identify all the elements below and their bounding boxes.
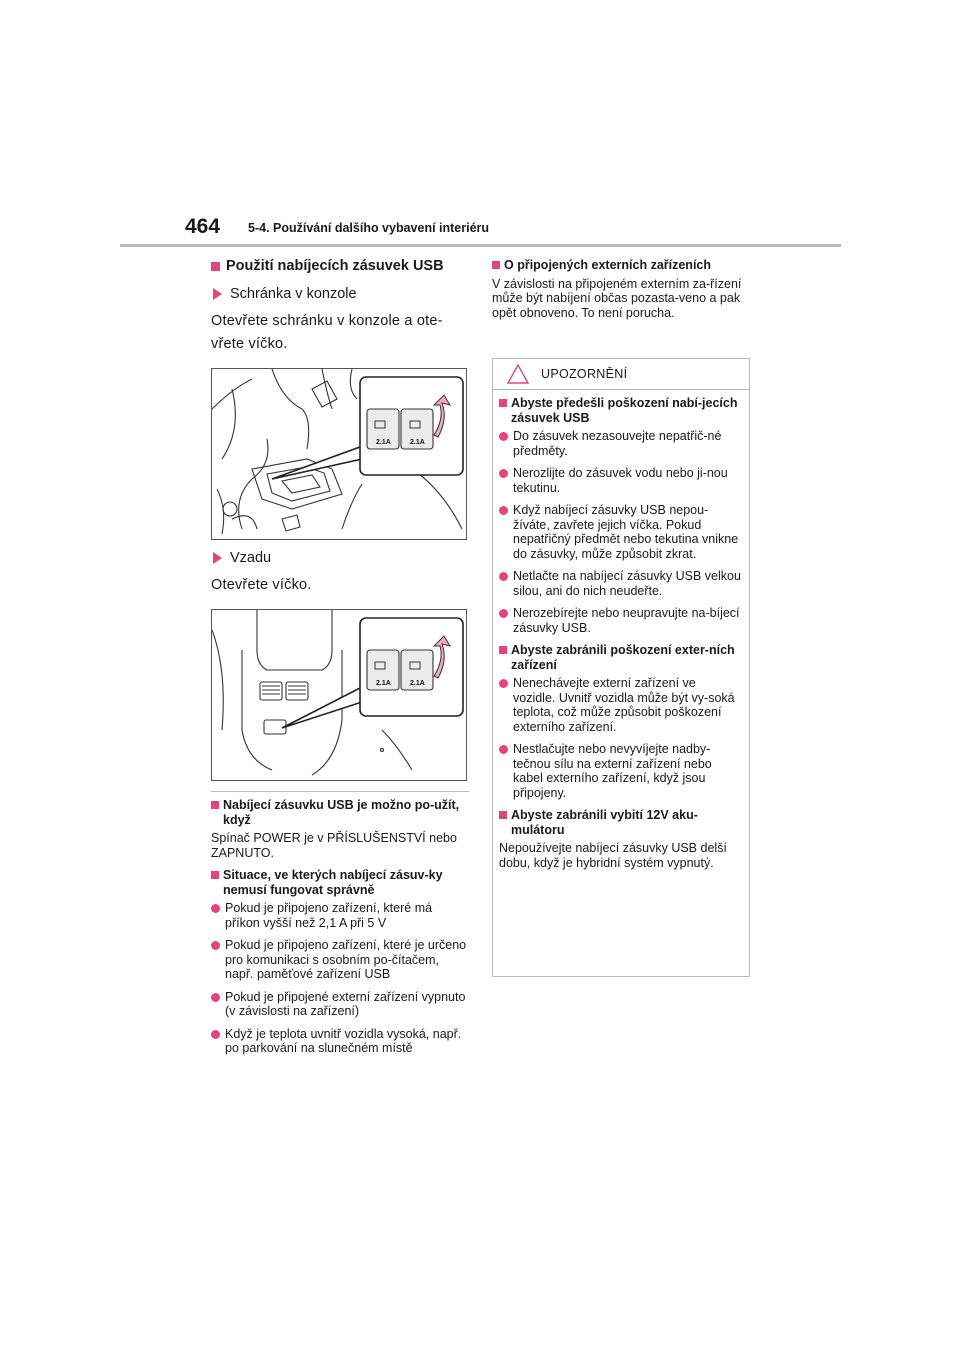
usb-label-1: 2.1A xyxy=(376,439,391,446)
square-bullet-icon xyxy=(499,646,507,654)
main-heading: Použití nabíjecích zásuvek USB xyxy=(211,258,469,274)
caution-box xyxy=(492,358,750,977)
square-bullet-icon xyxy=(499,399,507,407)
square-bullet-icon xyxy=(211,801,219,809)
header-rule xyxy=(120,244,841,247)
caution-heading-external: Abyste zabránili poškození exter-ních zařízení xyxy=(499,643,741,672)
right-column xyxy=(492,258,750,328)
triangle-bullet-icon xyxy=(213,552,222,564)
caution-heading-battery: Abyste zabránili vybití 12V aku-mulátoru xyxy=(499,808,741,837)
figure-rear-usb xyxy=(211,609,467,781)
caution-header xyxy=(493,359,749,390)
round-bullet-icon xyxy=(499,432,508,441)
list-item: Netlačte na nabíjecí zásuvky USB velkou silou, ani do nich neudeřte. xyxy=(499,569,741,598)
caution-text-battery: Nepoužívejte nabíjecí zásuvky USB delší dobu, když je hybridní systém vypnutý. xyxy=(499,841,727,870)
list-item: Pokud je připojeno zařízení, které má příkon vyšší než 2,1 A při 5 V xyxy=(211,901,469,930)
list-item: Když je teplota uvnitř vozidla vysoká, např. po parkování na slunečném místě xyxy=(211,1027,469,1056)
list-item: Pokud je připojené externí zařízení vypnuto (v závislosti na zařízení) xyxy=(211,990,469,1019)
heading-external-devices: O připojených externích zařízeních xyxy=(492,258,750,273)
instruction-console: Otevřete schránku v konzole a ote-vřete víčko. xyxy=(211,313,443,352)
round-bullet-icon xyxy=(499,679,508,688)
round-bullet-icon xyxy=(211,904,220,913)
list-item: Když nabíjecí zásuvky USB nepou-žíváte, zavřete jejich víčka. Pokud nepatřičný předmět nebo tekutina vnikne do zásuvky, může způsobit zkrat. xyxy=(499,503,741,561)
text-external-devices: V závislosti na připojeném externím za-řízení může být nabíjení občas pozasta-veno a pak opět obnoveno. To není porucha. xyxy=(492,276,742,320)
subheading-console: Schránka v konzole xyxy=(211,286,469,302)
list-item: Do zásuvek nezasouvejte nepatřič-né předměty. xyxy=(499,429,741,458)
warning-triangle-icon xyxy=(507,364,529,384)
text-use: Spínač POWER je v PŘÍSLUŠENSTVÍ nebo ZAPNUTO. xyxy=(211,831,457,860)
round-bullet-icon xyxy=(499,745,508,754)
round-bullet-icon xyxy=(499,609,508,618)
instruction-rear: Otevřete víčko. xyxy=(211,577,312,593)
list-item: Nerozebírejte nebo neupravujte na-bíjecí zásuvky USB. xyxy=(499,606,741,635)
round-bullet-icon xyxy=(211,941,220,950)
list-item: Pokud je připojeno zařízení, které je určeno pro komunikaci s osobním po-čítačem, např. paměťové zařízení USB xyxy=(211,938,469,982)
round-bullet-icon xyxy=(499,572,508,581)
left-column xyxy=(211,258,469,1064)
square-bullet-icon xyxy=(211,871,219,879)
rear-illustration xyxy=(212,610,467,781)
square-bullet-icon xyxy=(492,261,500,269)
usb-label-3: 2.1A xyxy=(376,680,391,687)
subheading-rear: Vzadu xyxy=(211,550,469,566)
square-bullet-icon xyxy=(211,262,220,271)
divider xyxy=(211,791,469,792)
usb-label-2: 2.1A xyxy=(410,439,425,446)
list-item: Nenechávejte externí zařízení ve vozidle. Uvnitř vozidla může být vy-soká teplota, což může způsobit poškození externího zařízení. xyxy=(499,676,741,734)
heading-use: Nabíjecí zásuvku USB je možno po-užít, když xyxy=(211,798,469,827)
figure-console-usb xyxy=(211,368,467,540)
caution-title: UPOZORNĚNÍ xyxy=(541,367,628,381)
page-number: 464 xyxy=(185,215,221,238)
heading-situations: Situace, ve kterých nabíjecí zásuv-ky nemusí fungovat správně xyxy=(211,868,469,897)
console-illustration xyxy=(212,369,467,540)
round-bullet-icon xyxy=(499,506,508,515)
section-title: 5-4. Používání dalšího vybavení interiéru xyxy=(248,221,490,235)
usb-label-4: 2.1A xyxy=(410,680,425,687)
caution-heading-usb: Abyste předešli poškození nabí-jecích zásuvek USB xyxy=(499,396,741,425)
round-bullet-icon xyxy=(499,469,508,478)
list-item: Nerozlijte do zásuvek vodu nebo ji-nou tekutinu. xyxy=(499,466,741,495)
round-bullet-icon xyxy=(211,1030,220,1039)
round-bullet-icon xyxy=(211,993,220,1002)
list-item: Nestlačujte nebo nevyvíjejte nadby-tečnou sílu na externí zařízení nebo kabel externího zařízení, když jsou připojeny. xyxy=(499,742,741,800)
triangle-bullet-icon xyxy=(213,288,222,300)
square-bullet-icon xyxy=(499,811,507,819)
